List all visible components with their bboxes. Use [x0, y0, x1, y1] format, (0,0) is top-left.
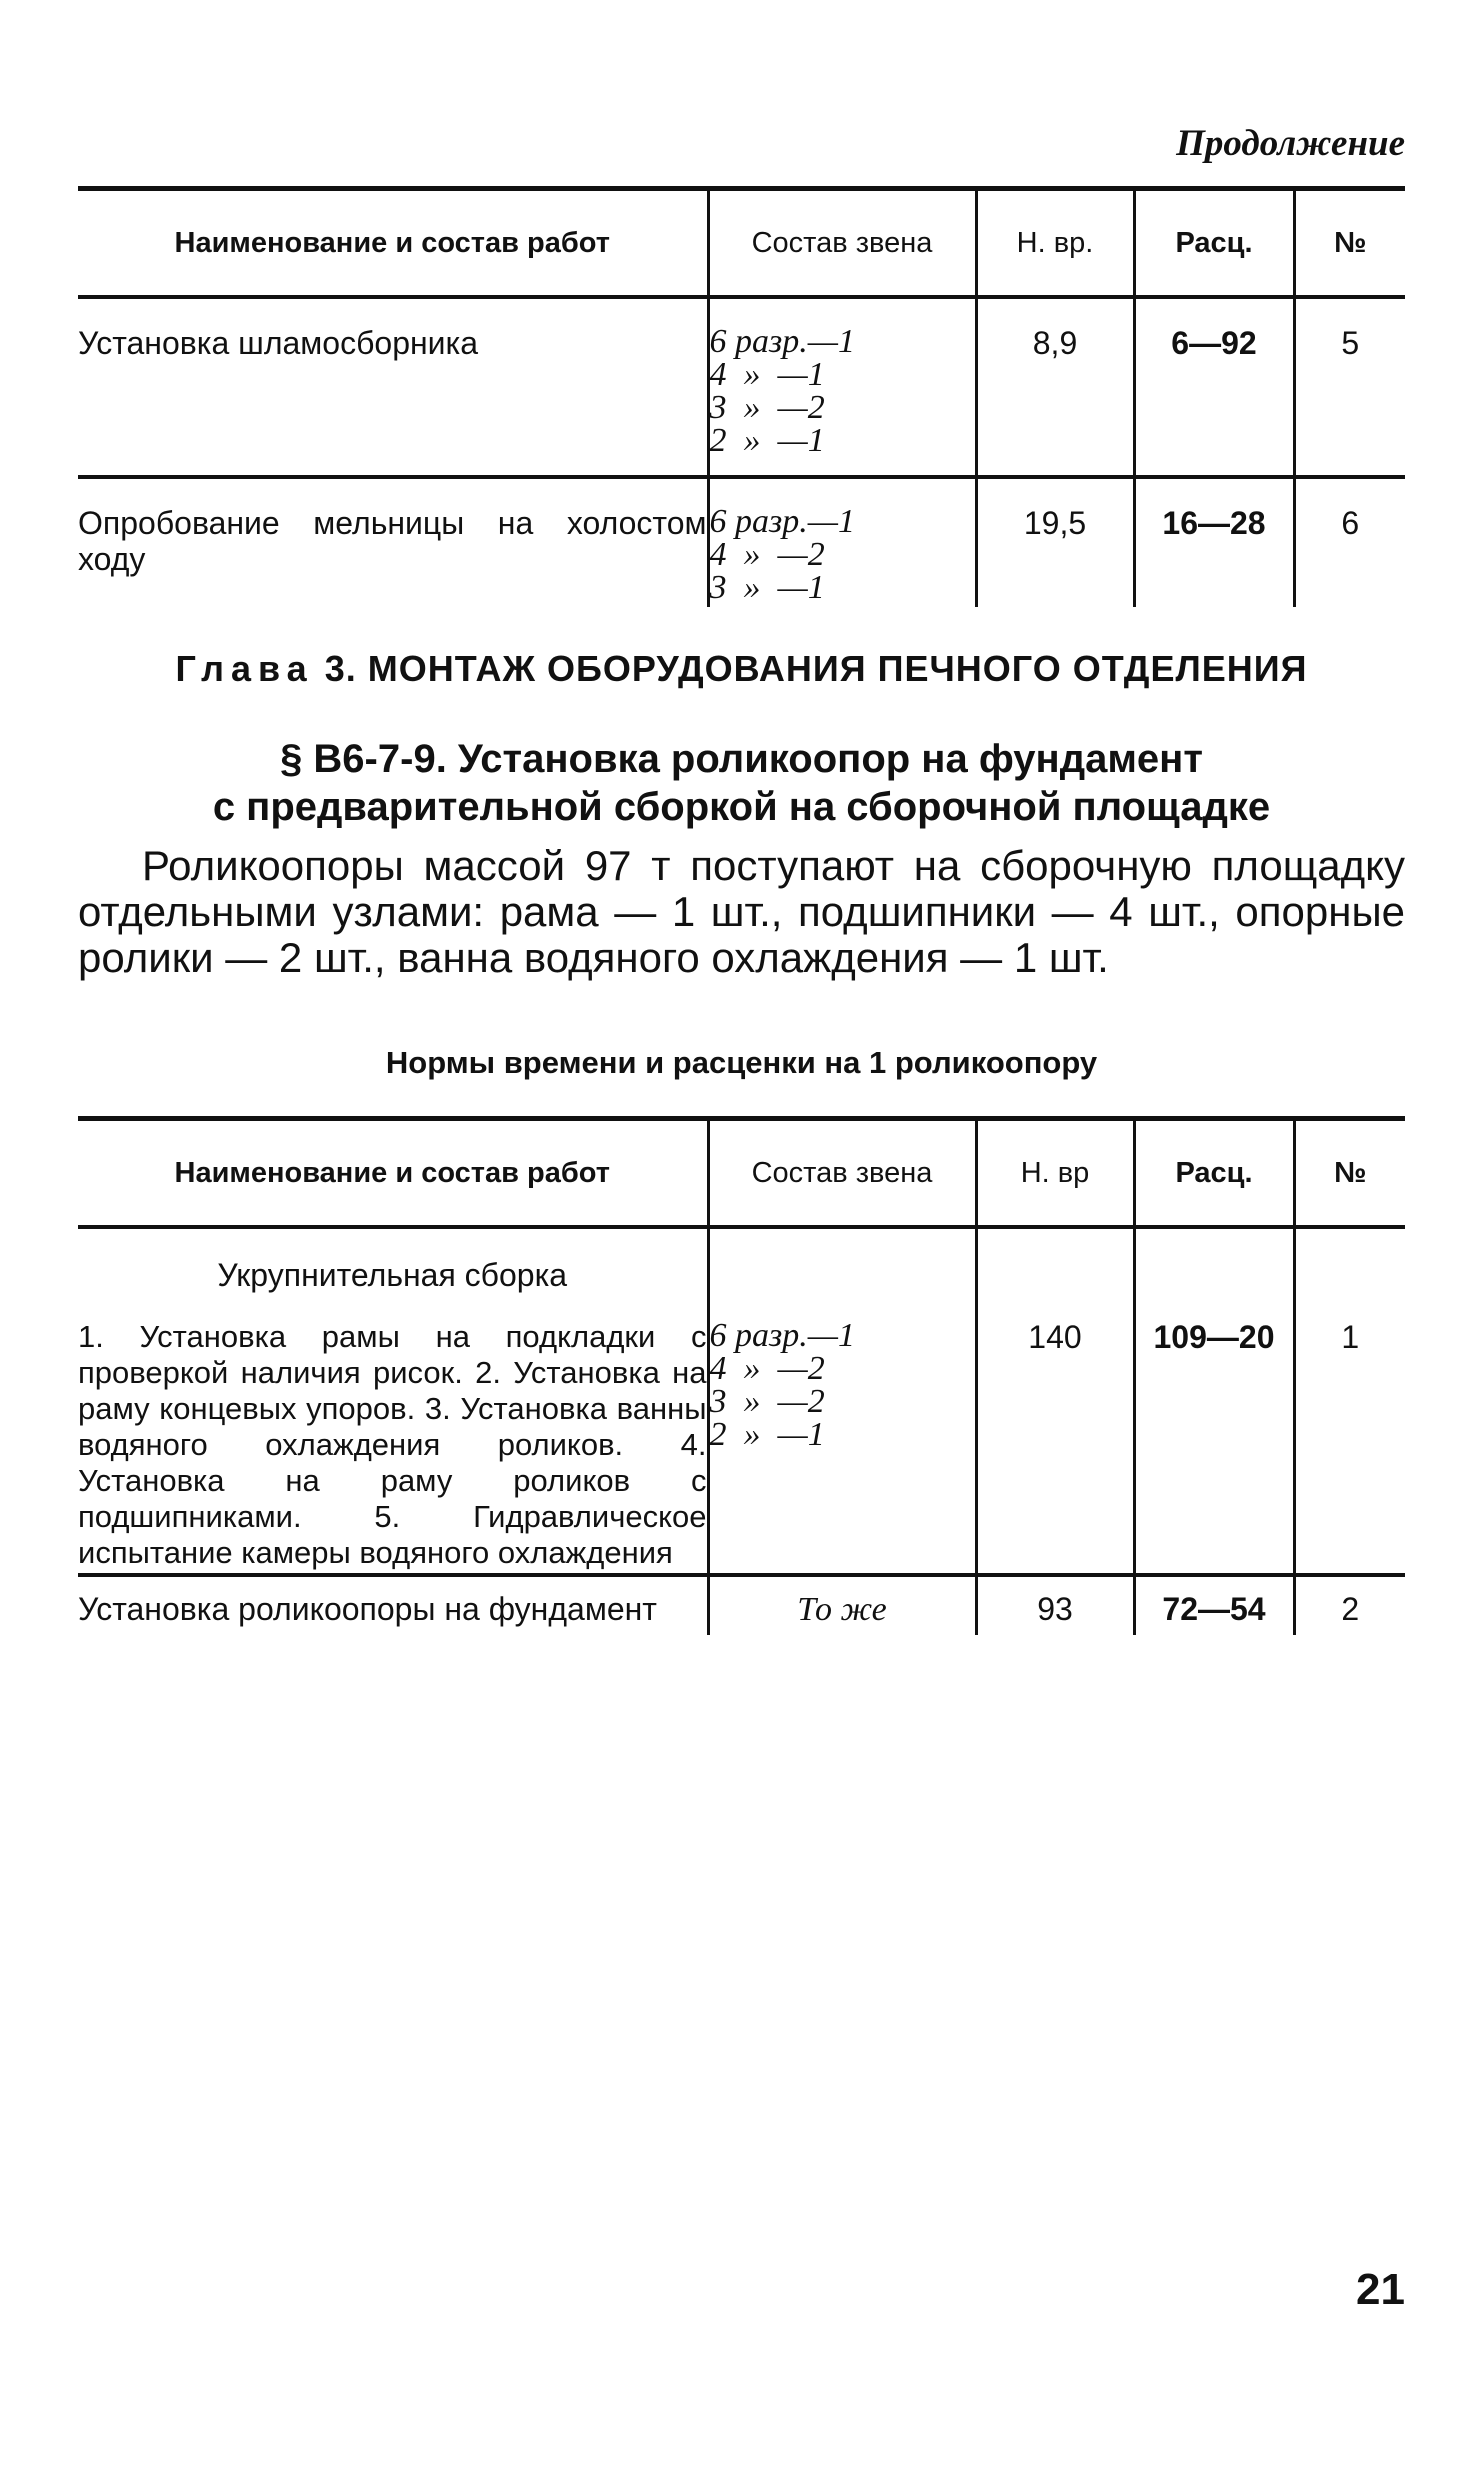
norms-table-continued	[78, 186, 1405, 607]
crew-line: 3 » —1	[709, 569, 825, 606]
chapter-heading	[78, 648, 1405, 690]
crew-line: 4 » —2	[709, 536, 825, 573]
crew-composition	[708, 477, 976, 607]
section-title-line: с предварительной сборкой на сборочной площадке	[212, 785, 1271, 829]
table-row	[78, 1227, 1405, 1575]
column-header-rate: Расц.	[1134, 189, 1294, 298]
crew-line: 6 разр.—1	[709, 323, 855, 360]
section-title	[78, 735, 1405, 831]
work-name: Установка шламосборника	[78, 297, 708, 477]
page-number: 21	[1356, 2265, 1405, 2314]
work-subheading: Укрупнительная сборка	[217, 1257, 568, 1293]
column-header-time: Н. вр.	[976, 189, 1134, 298]
table-header-row	[78, 189, 1405, 298]
crew-line: 2 » —1	[709, 1416, 825, 1453]
work-steps-first-line: 1. Установка рамы на подкладки с	[78, 1319, 707, 1354]
continuation-label: Продолжение	[1176, 123, 1405, 164]
section-title-line: § В6-7-9. Установка роликоопор на фундамент	[280, 737, 1203, 781]
column-header-number: №	[1294, 1119, 1405, 1228]
table-row	[78, 1575, 1405, 1635]
crew-composition	[708, 1575, 976, 1635]
column-header-time: Н. вр	[976, 1119, 1134, 1228]
time-norm: 140	[976, 1227, 1134, 1575]
crew-line: 4 » —1	[709, 356, 825, 393]
intro-paragraph: Роликоопоры массой 97 т поступают на сборочную площадку отдельными узлами: рама — 1 шт., подшипники — 4 шт., опорные ролики — 2 шт., ванна водяного охлаждения — 1 шт.	[78, 842, 1405, 981]
table-caption: Нормы времени и расценки на 1 роликоопору	[385, 1045, 1098, 1080]
row-number: 1	[1294, 1227, 1405, 1575]
column-header-name: Наименование и состав работ	[78, 1119, 708, 1228]
crew-line: 2 » —1	[709, 422, 825, 459]
work-steps	[78, 1319, 707, 1571]
chapter-label: Глава	[175, 648, 314, 689]
work-name	[78, 477, 708, 607]
work-steps-rest: проверкой наличия рисок. 2. Установка на раму концевых упоров. 3. Установка ванны водяного охлаждения роликов. 4. Установка на раму роликов с подшипниками. 5. Гидравлическое испытание камеры водяного охлаждения	[78, 1355, 707, 1570]
norms-table	[78, 1116, 1405, 1635]
rate-value: 16—28	[1134, 477, 1294, 607]
crew-line: 3 » —2	[709, 1383, 825, 1420]
crew-composition	[708, 1227, 976, 1575]
work-name-text: Опробование мельницы на холостом ходу	[78, 505, 707, 577]
column-header-name: Наименование и состав работ	[78, 189, 708, 298]
time-norm: 8,9	[976, 297, 1134, 477]
work-name: Установка роликоопоры на фундамент	[78, 1591, 657, 1627]
column-header-crew: Состав звена	[708, 189, 976, 298]
column-header-crew: Состав звена	[708, 1119, 976, 1228]
crew-line: 6 разр.—1	[709, 503, 855, 540]
rate-value: 109—20	[1134, 1227, 1294, 1575]
rate-value: 6—92	[1134, 297, 1294, 477]
row-number: 6	[1294, 477, 1405, 607]
crew-same-as-above: То же	[797, 1591, 887, 1628]
crew-composition	[708, 297, 976, 477]
crew-line: 4 » —2	[709, 1350, 825, 1387]
time-norm: 93	[976, 1575, 1134, 1635]
rate-value: 72—54	[1134, 1575, 1294, 1635]
table-row	[78, 297, 1405, 477]
row-number: 5	[1294, 297, 1405, 477]
crew-line: 3 » —2	[709, 389, 825, 426]
table-header-row	[78, 1119, 1405, 1228]
row-number: 2	[1294, 1575, 1405, 1635]
time-norm: 19,5	[976, 477, 1134, 607]
table-row	[78, 477, 1405, 607]
crew-line: 6 разр.—1	[709, 1317, 855, 1354]
column-header-number: №	[1294, 189, 1405, 298]
chapter-title: 3. МОНТАЖ ОБОРУДОВАНИЯ ПЕЧНОГО ОТДЕЛЕНИЯ	[324, 648, 1308, 689]
work-description	[78, 1227, 708, 1575]
column-header-rate: Расц.	[1134, 1119, 1294, 1228]
